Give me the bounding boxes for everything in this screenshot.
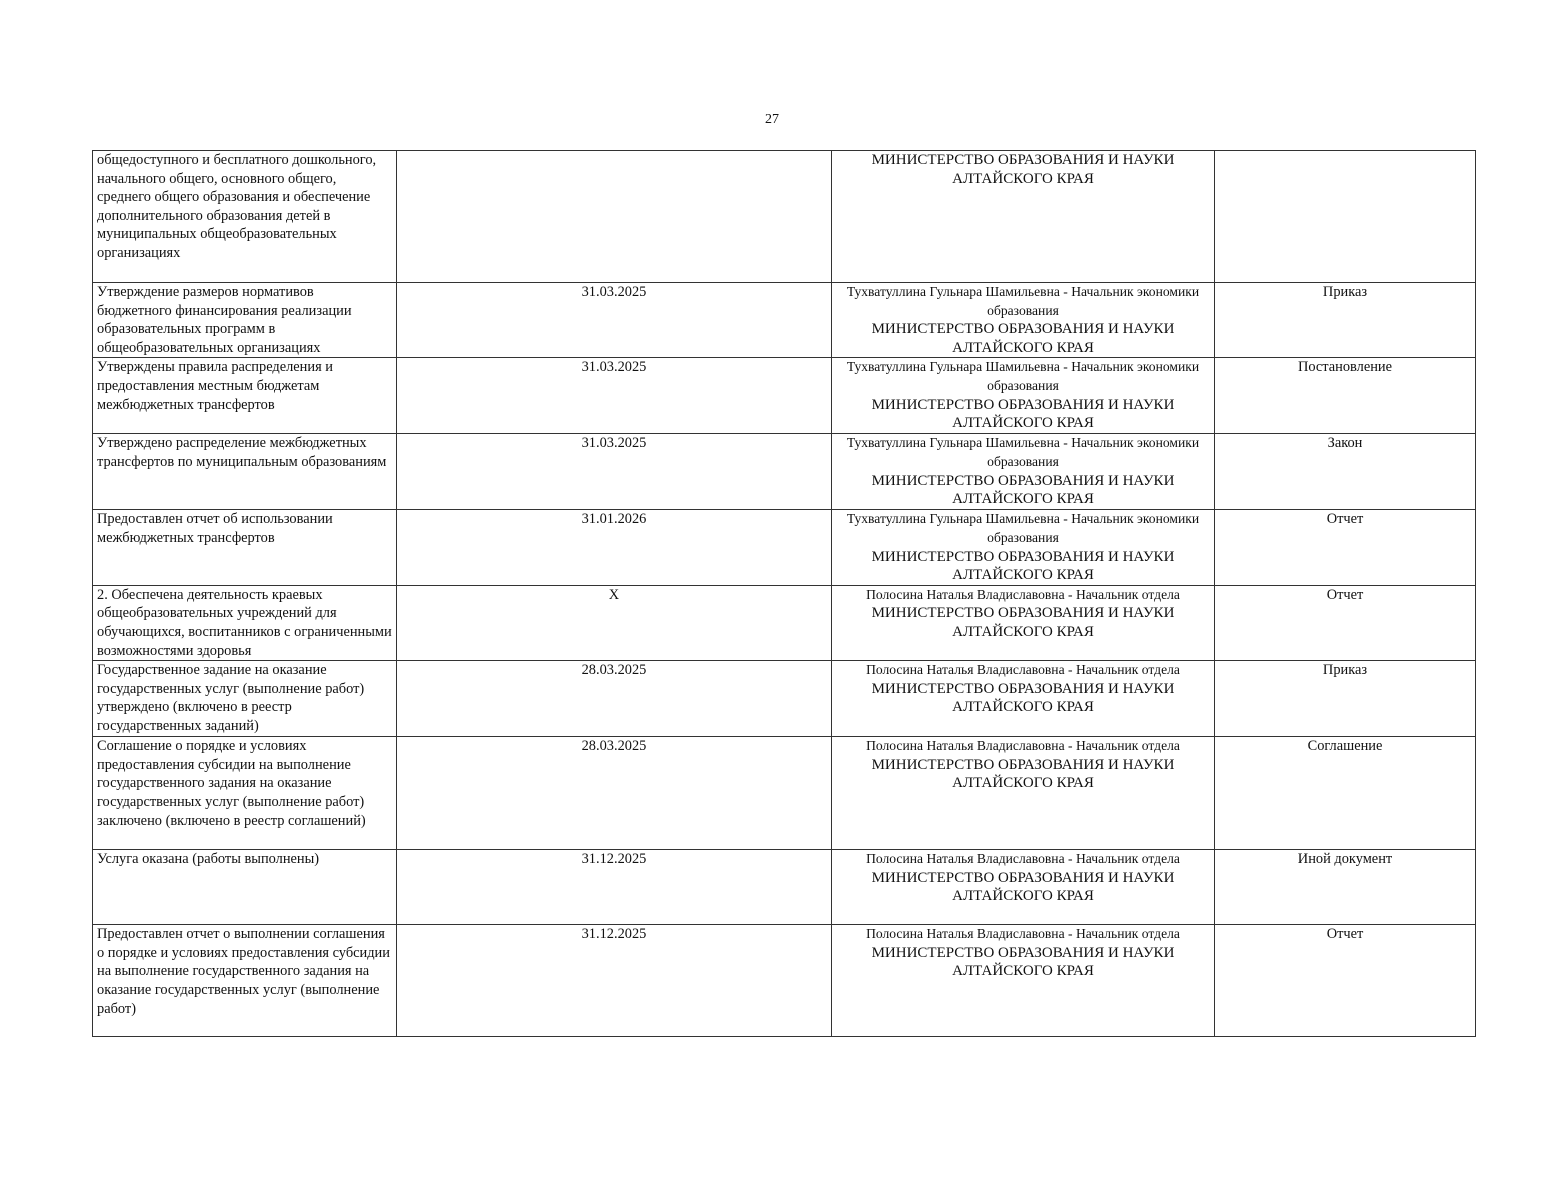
measure-name: Услуга оказана (работы выполнены) [93,850,397,925]
responsible-organization: МИНИСТЕРСТВО ОБРАЗОВАНИЯ И НАУКИ АЛТАЙСКОГО КРАЯ [871,605,1175,640]
responsible-cell [832,151,1215,283]
document-type: Отчет [1215,510,1476,585]
deadline-date: 31.12.2025 [397,850,832,925]
deadline-date: X [397,585,832,660]
responsible-organization: МИНИСТЕРСТВО ОБРАЗОВАНИЯ И НАУКИ АЛТАЙСКОГО КРАЯ [871,944,1175,980]
measure-name: Утверждено распределение межбюджетных трансфертов по муниципальным образованиям [93,434,397,510]
responsible-cell [832,283,1215,358]
document-type: Приказ [1215,661,1476,737]
table-row [93,358,1476,434]
measures-table [92,150,1476,1037]
responsible-cell [832,510,1215,585]
responsible-cell [832,661,1215,737]
responsible-cell [832,737,1215,850]
responsible-person: Тухватуллина Гульнара Шамильевна - Начальник экономики образования [846,284,1200,318]
table-row [93,661,1476,737]
responsible-person: Тухватуллина Гульнара Шамильевна - Начальник экономики образования [846,511,1200,545]
deadline-date: 31.01.2026 [397,510,832,585]
responsible-organization: МИНИСТЕРСТВО ОБРАЗОВАНИЯ И НАУКИ АЛТАЙСКОГО КРАЯ [871,396,1175,432]
responsible-person: Полосина Наталья Владиславовна - Начальник отдела [866,662,1180,678]
table-row [93,850,1476,925]
measure-name: Государственное задание на оказание государственных услуг (выполнение работ) утверждено (включено в реестр государственных заданий) [93,661,397,737]
measure-name: Утверждение размеров нормативов бюджетного финансирования реализации образовательных программ в общеобразовательных организациях [93,283,397,358]
responsible-cell [832,925,1215,1037]
responsible-person: Полосина Наталья Владиславовна - Начальник отдела [866,738,1180,754]
table-row [93,283,1476,358]
measure-name: общедоступного и бесплатного дошкольного, начального общего, основного общего, среднего общего образования и обеспечение дополнительного образования детей в муниципальных общеобразовательных организациях [93,151,397,283]
responsible-organization: МИНИСТЕРСТВО ОБРАЗОВАНИЯ И НАУКИ АЛТАЙСКОГО КРАЯ [871,869,1175,905]
responsible-cell [832,850,1215,925]
document-type [1215,151,1476,283]
document-type: Соглашение [1215,737,1476,850]
table-row [93,434,1476,510]
responsible-cell [832,358,1215,434]
deadline-date [397,151,832,283]
page-number: 27 [765,112,779,127]
deadline-date: 31.03.2025 [397,434,832,510]
deadline-date: 31.03.2025 [397,358,832,434]
responsible-person: Полосина Наталья Владиславовна - Начальник отдела [866,926,1180,942]
responsible-organization: МИНИСТЕРСТВО ОБРАЗОВАНИЯ И НАУКИ АЛТАЙСКОГО КРАЯ [871,680,1175,716]
responsible-person: Тухватуллина Гульнара Шамильевна - Начальник экономики образования [846,435,1200,469]
responsible-organization: МИНИСТЕРСТВО ОБРАЗОВАНИЯ И НАУКИ АЛТАЙСКОГО КРАЯ [871,321,1175,356]
table-row [93,510,1476,585]
responsible-person: Полосина Наталья Владиславовна - Начальник отдела [866,851,1180,867]
measure-name: Предоставлен отчет о выполнении соглашения о порядке и условиях предоставления субсидии на выполнение государственного задания на оказание государственных услуг (выполнение работ) [93,925,397,1037]
document-type: Приказ [1215,283,1476,358]
table-row [93,151,1476,283]
deadline-date: 28.03.2025 [397,661,832,737]
responsible-organization: МИНИСТЕРСТВО ОБРАЗОВАНИЯ И НАУКИ АЛТАЙСКОГО КРАЯ [871,756,1175,792]
measure-name: Предоставлен отчет об использовании межбюджетных трансфертов [93,510,397,585]
deadline-date: 31.12.2025 [397,925,832,1037]
document-type: Отчет [1215,585,1476,660]
responsible-cell [832,434,1215,510]
document-type: Постановление [1215,358,1476,434]
measure-name: Соглашение о порядке и условиях предоставления субсидии на выполнение государственного задания на оказание государственных услуг (выполнение работ) заключено (включено в реестр соглашений) [93,737,397,850]
measure-name: 2. Обеспечена деятельность краевых общеобразовательных учреждений для обучающихся, воспитанников с ограниченными возможностями здоровья [93,585,397,660]
table-row [93,925,1476,1037]
deadline-date: 31.03.2025 [397,283,832,358]
measure-name: Утверждены правила распределения и предоставления местным бюджетам межбюджетных трансфертов [93,358,397,434]
document-type: Закон [1215,434,1476,510]
responsible-organization: МИНИСТЕРСТВО ОБРАЗОВАНИЯ И НАУКИ АЛТАЙСКОГО КРАЯ [871,152,1175,187]
document-type: Отчет [1215,925,1476,1037]
responsible-organization: МИНИСТЕРСТВО ОБРАЗОВАНИЯ И НАУКИ АЛТАЙСКОГО КРАЯ [871,472,1175,508]
responsible-person: Полосина Наталья Владиславовна - Начальник отдела [866,586,1180,602]
responsible-cell [832,585,1215,660]
deadline-date: 28.03.2025 [397,737,832,850]
table-row [93,585,1476,660]
document-type: Иной документ [1215,850,1476,925]
responsible-organization: МИНИСТЕРСТВО ОБРАЗОВАНИЯ И НАУКИ АЛТАЙСКОГО КРАЯ [871,548,1175,584]
table-row [93,737,1476,850]
responsible-person: Тухватуллина Гульнара Шамильевна - Начальник экономики образования [846,359,1200,393]
